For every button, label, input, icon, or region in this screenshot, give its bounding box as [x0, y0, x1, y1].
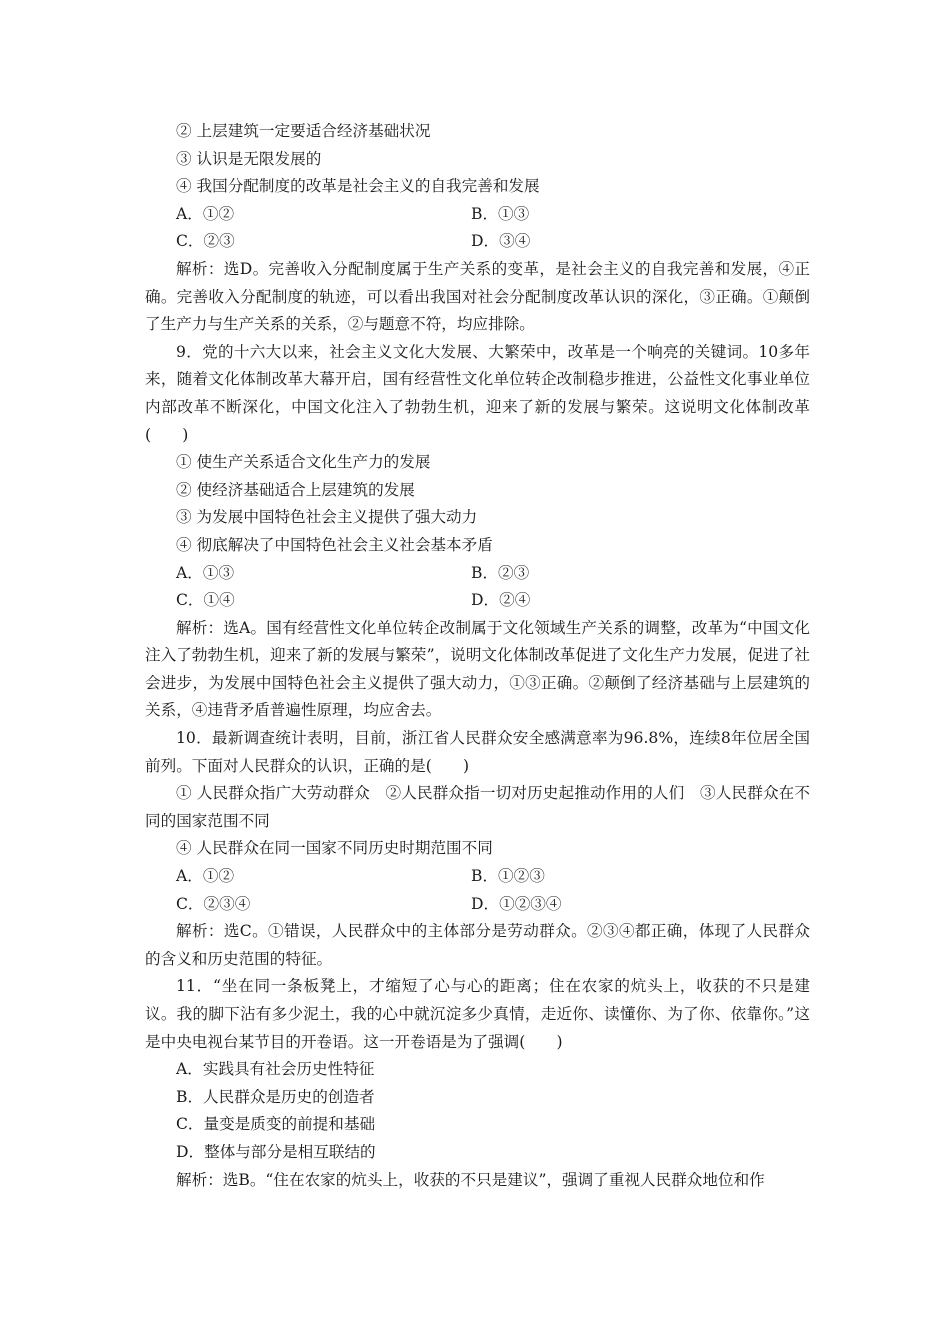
q10-option-c: C．②③④	[176, 894, 251, 913]
q8-item-3: ③ 认识是无限发展的	[176, 149, 322, 168]
q10-item-4: ④ 人民群众在同一国家不同历史时期范围不同	[176, 839, 493, 858]
q10-option-a: A．①②	[176, 867, 235, 886]
q9-stem: 9．党的十六大以来，社会主义文化大发展、大繁荣中，改革是一个响亮的关键词。10多年来，随着文化体制改革大幕开启，国有经营性文化单位转企改制稳步推进，公益性文化事业单位内部改革不断深化，中国文化注入了勃勃生机，迎来了新的发展与繁荣。这说明文化体制改革( )	[145, 342, 810, 444]
q9-option-d: D．②④	[471, 591, 531, 610]
q8-item-2: ② 上层建筑一定要适合经济基础状况	[176, 122, 431, 140]
q11-option-d: D．整体与部分是相互联结的	[176, 1142, 376, 1161]
q8-item-4: ④ 我国分配制度的改革是社会主义的自我完善和发展	[176, 177, 540, 196]
q10-stem: 10．最新调查统计表明，目前，浙江省人民群众安全感满意率为96.8%，连续8年位居全国前列。下面对人民群众的认识，正确的是( )	[145, 729, 810, 775]
q9-item-3: ③ 为发展中国特色社会主义提供了强大动力	[176, 508, 478, 527]
q8-option-d: D．③④	[471, 232, 531, 251]
q9-options-row-2	[145, 587, 810, 615]
q9-item-4: ④ 彻底解决了中国特色社会主义社会基本矛盾	[176, 535, 493, 554]
q8-options-row-1	[145, 201, 810, 229]
q9-option-c: C．①④	[176, 591, 235, 610]
q9-option-b: B．②③	[471, 563, 530, 582]
q11-option-a: A．实践具有社会历史性特征	[176, 1060, 375, 1079]
q8-option-b: B．①③	[471, 204, 530, 223]
q8-options-row-2	[145, 228, 810, 256]
q11-analysis: 解析：选B。“住在农家的炕头上，收获的不只是建议”，强调了重视人民群众地位和作	[176, 1170, 765, 1189]
q11-option-b: B．人民群众是历史的创造者	[176, 1087, 375, 1106]
q10-analysis: 解析：选C。①错误，人民群众中的主体部分是劳动群众。②③④都正确，体现了人民群众的含义和历史范围的特征。	[145, 922, 810, 968]
document-body	[145, 118, 810, 1194]
q11-option-c: C．量变是质变的前提和基础	[176, 1115, 376, 1134]
q11-stem: 11．“坐在同一条板凳上，才缩短了心与心的距离；住在农家的炕头上，收获的不只是建议。我的脚下沾有多少泥土，我的心中就沉淀多少真情，走近你、读懂你、为了你、依靠你。”这是中央电视台某节目的开卷语。这一开卷语是为了强调( )	[145, 977, 810, 1051]
q8-analysis: 解析：选D。完善收入分配制度属于生产关系的变革，是社会主义的自我完善和发展，④正确。完善收入分配制度的轨迹，可以看出我国对社会分配制度改革认识的深化，③正确。①颠倒了生产力与生产关系的关系，②与题意不符，均应排除。	[145, 259, 810, 334]
q9-option-a: A．①③	[176, 563, 235, 582]
q8-option-c: C．②③	[176, 232, 235, 251]
q10-option-d: D．①②③④	[471, 894, 562, 913]
q9-item-1: ① 使生产关系适合文化生产力的发展	[176, 453, 431, 472]
q10-options-row-1	[145, 863, 810, 891]
q10-items-1-3: ① 人民群众指广大劳动群众 ②人民群众指一切对历史起推动作用的人们 ③人民群众在不同的国家范围不同	[145, 784, 810, 830]
q10-option-b: B．①②③	[471, 867, 545, 886]
q9-analysis: 解析：选A。国有经营性文化单位转企改制属于文化领域生产关系的调整，改革为“中国文化注入了勃勃生机，迎来了新的发展与繁荣”，说明文化体制改革促进了文化生产力发展，促进了社会进步，为发展中国特色社会主义提供了强大动力，①③正确。②颠倒了经济基础与上层建筑的关系，④违背矛盾普遍性原理，均应舍去。	[145, 618, 810, 720]
q8-option-a: A．①②	[176, 204, 235, 223]
q9-item-2: ② 使经济基础适合上层建筑的发展	[176, 480, 415, 499]
q10-options-row-2	[145, 891, 810, 919]
q9-options-row-1	[145, 560, 810, 588]
